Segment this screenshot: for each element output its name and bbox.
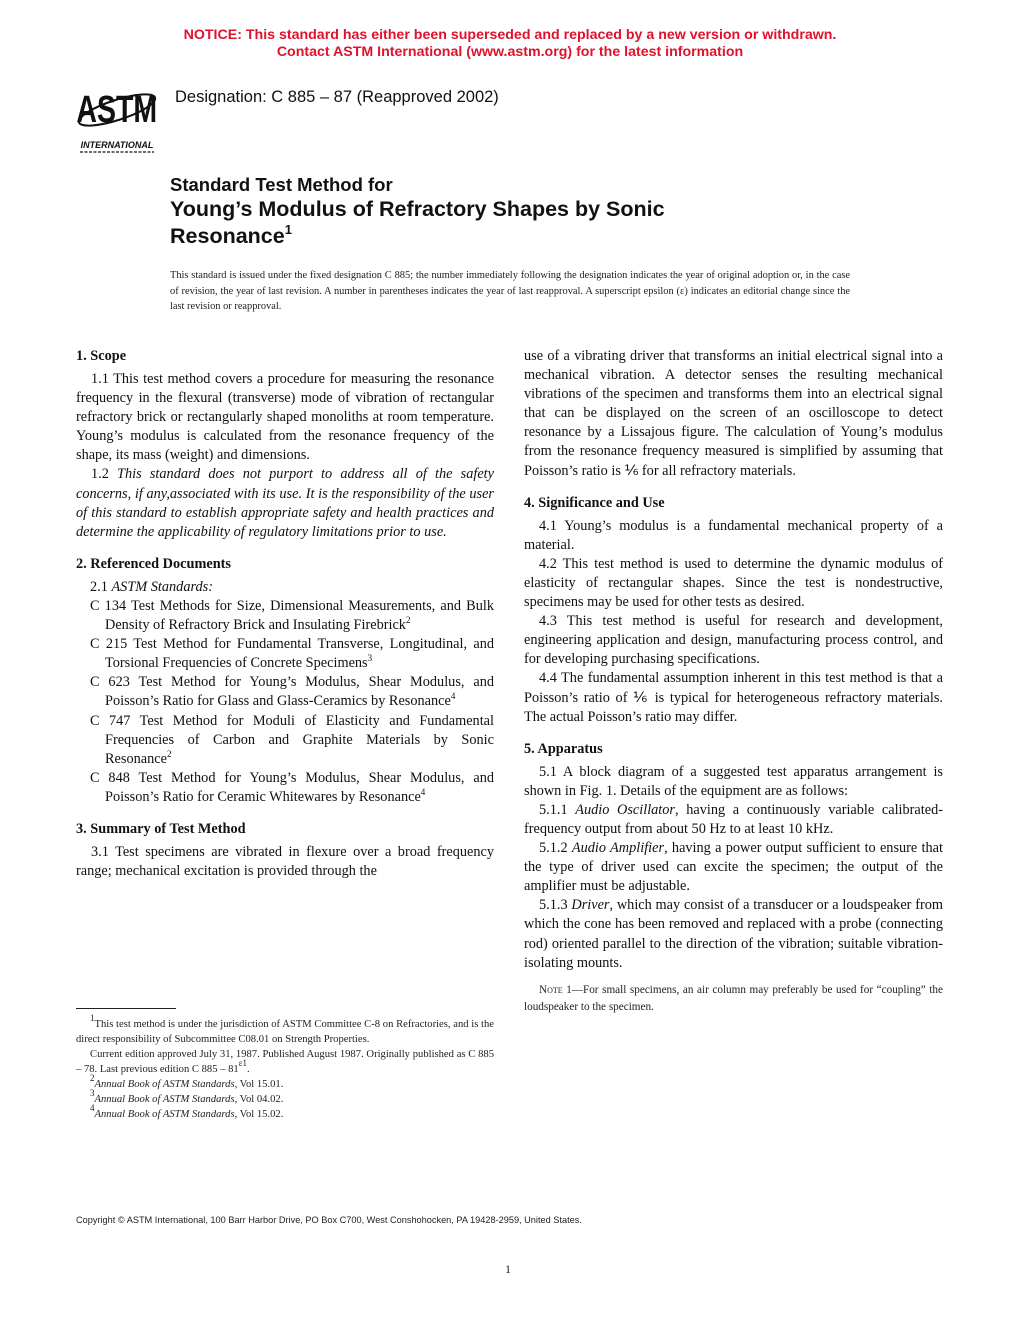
epsilon-mark: ε1 [238, 1058, 247, 1068]
notice-line-2: Contact ASTM International (www.astm.org) for the latest information [276, 44, 744, 60]
footnote-text: Current edition approved July 31, 1987. Published August 1987. Originally published as C 885 – 78. Last previous edition C 885 – 81 [76, 1049, 494, 1075]
paragraph-text: , having a power output sufficient to ensure that the type of driver used can excite the specimen; the output of the amplifier must be adjustable. [524, 840, 943, 895]
subsection-2-1 [76, 578, 494, 597]
section-heading-apparatus: 5. Apparatus [524, 740, 603, 757]
note-text: —For small specimens, an air column may preferably be used for “coupling” the loudspeaker to the specimen. [524, 983, 943, 1013]
title-line-1: Standard Test Method for [170, 174, 393, 195]
footnote-mark: 4 [450, 691, 456, 702]
paragraph-5-1-1 [524, 801, 943, 839]
paragraph-4-3: 4.3 This test method is useful for research and development, engineering application and design, manufacturing process control, and for developing purchasing specifications. [524, 613, 943, 668]
document-title [170, 174, 665, 250]
referenced-documents-list [76, 578, 494, 807]
reference-item [76, 769, 494, 807]
book-title: Annual Book of ASTM Standards [94, 1109, 235, 1120]
reference-item [76, 597, 494, 635]
term: Driver [571, 897, 610, 914]
title-footnote-mark: 1 [284, 222, 292, 237]
term: Audio Amplifier [571, 840, 665, 857]
paragraph-5-1-3 [524, 896, 943, 972]
paragraph-5-1: 5.1 A block diagram of a suggested test apparatus arrangement is shown in Fig. 1. Details of the equipment are as follows: [524, 763, 943, 799]
title-line-2: Young’s Modulus of Refractory Shapes by Sonic [170, 197, 665, 221]
footnote-3 [76, 1088, 494, 1107]
page-number: 1 [505, 1262, 511, 1276]
title-line-3 [170, 223, 665, 250]
safety-statement: This standard does not purport to address all of the safety concerns, if any,associated with its use. It is the responsibility of the user of this standard to establish appropriate safety and health practices and determine the applicability of regulatory limitations prior to use. [76, 466, 494, 540]
book-title: Annual Book of ASTM Standards [94, 1094, 235, 1105]
paragraph-3-1: 3.1 Test specimens are vibrated in flexure over a broad frequency range; mechanical excitation is provided through the [76, 843, 494, 880]
reference-text: C 623 Test Method for Young’s Modulus, Shear Modulus, and Poisson’s Ratio for Glass and Glass-Ceramics by Resonance [90, 674, 494, 710]
copyright: Copyright © ASTM International, 100 Barr Harbor Drive, PO Box C700, West Conshohocken, PA 19428-2959, United States. [76, 1215, 582, 1225]
note-label: Note 1 [539, 983, 572, 996]
paragraph-4-4: 4.4 The fundamental assumption inherent in this test method is that a Poisson’s ratio of ⅙ is typical for heterogeneous refractory materials. The actual Poisson’s ratio may differ. [524, 670, 943, 725]
paragraph-number: 5.1.3 [539, 897, 572, 914]
svg-text:ASTM: ASTM [76, 89, 158, 132]
footnote-4 [76, 1103, 494, 1122]
section-heading-referenced-documents: 2. Referenced Documents [76, 555, 231, 572]
volume: , Vol 15.01. [234, 1079, 284, 1090]
paragraph-text: , which may consist of a transducer or a loudspeaker from which the cone has been removed and replaced with a probe (connecting rod) oriented parallel to the direction of the vibration; suitable vibration-isolating mounts. [524, 897, 943, 971]
left-column [76, 347, 494, 881]
book-title: Annual Book of ASTM Standards [94, 1079, 235, 1090]
paragraph-number: 2.1 [90, 578, 112, 595]
supersession-notice [0, 27, 1020, 61]
section-heading-significance: 4. Significance and Use [524, 494, 665, 511]
reference-text: C 747 Test Method for Moduli of Elasticity and Fundamental Frequencies of Carbon and Graphite Materials by Sonic Resonance [90, 712, 494, 767]
reference-text: C 134 Test Methods for Size, Dimensional Measurements, and Bulk Density of Refractory Brick and Insulating Firebrick [90, 597, 494, 634]
reference-text: C 848 Test Method for Young’s Modulus, Shear Modulus, and Poisson’s Ratio for Ceramic Whitewares by Resonance [90, 769, 494, 805]
reference-text: C 215 Test Method for Fundamental Transverse, Longitudinal, and Torsional Frequencies of Concrete Specimens [90, 636, 494, 672]
paragraph-3-1-continued: use of a vibrating driver that transforms an initial electrical signal into a mechanical vibration. A detector senses the resulting mechanical vibrations of the specimen and transforms them into an electrical signal that can be displayed on the screen of an oscilloscope to detect resonance by a Lissajous figure. The calculation of Young’s modulus from the resonance frequency measured is simplified by assuming that Poisson’s ratio is ⅙ for all refractory materials. [524, 348, 943, 479]
footnote-text: This test method is under the jurisdiction of ASTM Committee C-8 on Refractories, and is the direct responsibility of Subcommittee C08.01 on Strength Properties. [76, 1019, 494, 1045]
footnote-mark: 3 [367, 653, 373, 664]
preamble: This standard is issued under the fixed designation C 885; the number immediately following the designation indicates the year of original adoption or, in the case of revision, the year of last revision. A number in parentheses indicates the year of last reapproval. A superscript epsilon (ε) indicates an editorial change since the last revision or reapproval. [170, 270, 850, 312]
svg-text:INTERNATIONAL: INTERNATIONAL [80, 140, 154, 150]
note-1 [524, 982, 943, 1016]
astm-logo [74, 74, 160, 154]
subsection-label: ASTM Standards: [111, 578, 213, 595]
footnote-mark: 3 [90, 1088, 95, 1098]
right-column [524, 347, 943, 1016]
reference-item [76, 635, 494, 673]
term: Audio Oscillator [575, 801, 675, 818]
paragraph-text: , having a continuously variable calibrated-frequency output from about 50 Hz to at least 10 kHz. [524, 801, 943, 837]
paragraph-number: 5.1.2 [539, 840, 572, 857]
footnote-punct: . [247, 1064, 250, 1075]
footnote-mark: 1 [90, 1013, 95, 1023]
astm-logo-icon [74, 74, 160, 154]
footnote-1 [76, 1013, 494, 1047]
paragraph-4-2: 4.2 This test method is used to determine the dynamic modulus of elasticity of rectangular shapes. Since the test is nondestructive, specimens may be used for other tests as desired. [524, 555, 943, 611]
reference-item [76, 673, 494, 711]
footnote-mark: 2 [166, 748, 172, 759]
paragraph-4-1: 4.1 Young’s modulus is a fundamental mechanical property of a material. [524, 517, 943, 553]
footnote-mark: 4 [420, 786, 426, 797]
designation: Designation: C 885 – 87 (Reapproved 2002) [175, 88, 499, 106]
paragraph-number: 1.2 [91, 466, 118, 483]
footnote-1-edition [76, 1047, 494, 1077]
footnote-2 [76, 1073, 494, 1092]
paragraph-number: 5.1.1 [539, 801, 576, 818]
title-line-3-text: Resonance [170, 224, 285, 248]
footnotes [76, 1013, 494, 1122]
paragraph-1-1: 1.1 This test method covers a procedure for measuring the resonance frequency in the flexural (transverse) mode of vibration of rectangular refractory brick or rectangularly shaped monoliths at room temperature. Young’s modulus is calculated from the resonance frequency of the shape, its mass (weight) and dimensions. [76, 371, 494, 464]
paragraph-1-2 [76, 465, 494, 541]
section-heading-scope: 1. Scope [76, 348, 127, 364]
footnote-mark: 2 [405, 615, 411, 626]
volume: , Vol 15.02. [234, 1109, 284, 1120]
notice-line-1: NOTICE: This standard has either been superseded and replaced by a new version or withdrawn. [183, 27, 837, 43]
footnote-divider [76, 1008, 176, 1009]
reference-item [76, 712, 494, 769]
paragraph-5-1-2 [524, 839, 943, 896]
section-heading-summary: 3. Summary of Test Method [76, 820, 246, 837]
volume: , Vol 04.02. [234, 1094, 284, 1105]
footnote-mark: 4 [90, 1103, 95, 1113]
footnote-mark: 2 [90, 1073, 95, 1083]
